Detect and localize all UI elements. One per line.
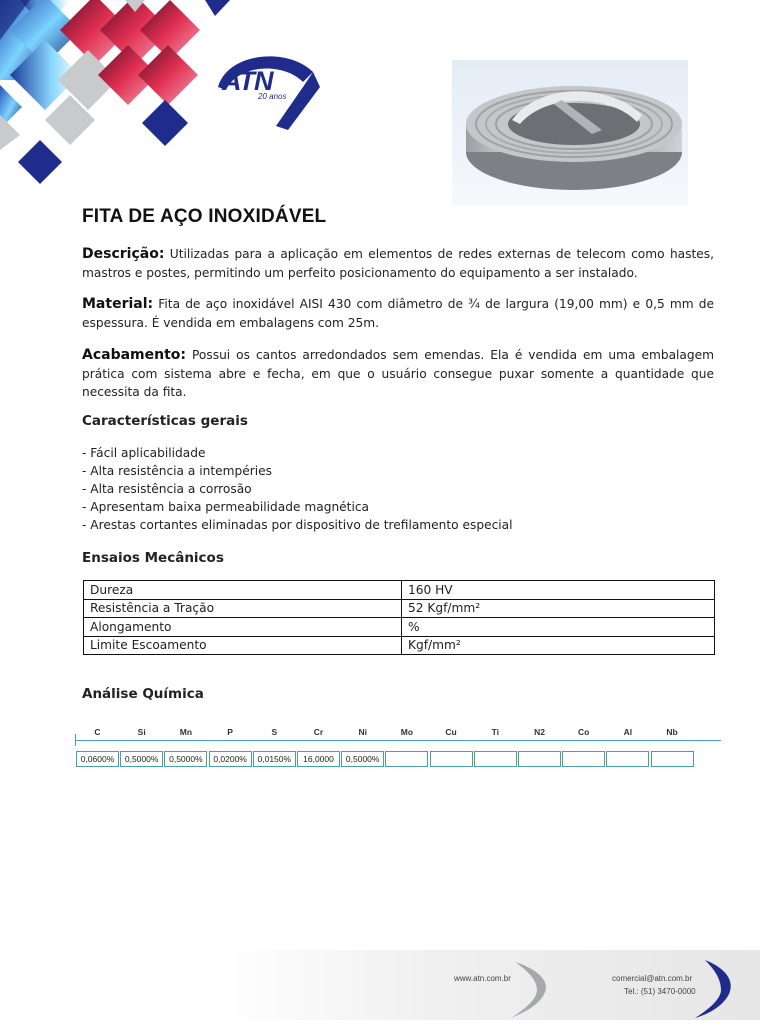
features-list: [82, 444, 714, 534]
chem-element-value: 0,0600%: [76, 751, 119, 767]
chem-divider-line: [75, 740, 721, 741]
property-cell: Alongamento: [84, 618, 402, 637]
chem-element-value: 16,0000: [297, 751, 340, 767]
chem-element-symbol: Cu: [445, 727, 457, 737]
chem-element-symbol: Mo: [400, 727, 414, 737]
chem-element-symbol: C: [94, 727, 101, 737]
footer-graphic: [215, 950, 760, 1020]
chem-element-value: 0,5000%: [120, 751, 163, 767]
footer-website: www.atn.com.br: [454, 974, 511, 983]
chem-element-symbol: S: [271, 727, 278, 737]
chem-element-symbol: Si: [137, 727, 146, 737]
value-cell: Kgf/mm²: [402, 636, 715, 655]
chem-element-symbol: Al: [623, 727, 633, 737]
chem-element-symbol: N2: [534, 727, 545, 737]
chem-element-value: [430, 751, 473, 767]
chem-element-symbol: Cr: [313, 727, 324, 737]
list-item: - Fácil aplicabilidade: [82, 446, 206, 460]
material-label: Material:: [82, 296, 154, 312]
value-cell: %: [402, 618, 715, 637]
description-text: Utilizadas para a aplicação em elementos de redes externas de telecom como hastes, mastros e postes, permitindo um perfeito posicionamento do equipamento a ser instalado.: [82, 247, 714, 280]
footer-email: comercial@atn.com.br: [612, 974, 693, 983]
chem-element-symbol: Nb: [666, 727, 678, 737]
chemical-analysis-heading: Análise Química: [82, 686, 204, 702]
chem-element-value: 0,0200%: [209, 751, 252, 767]
chem-element-symbol: Co: [578, 727, 590, 737]
material-paragraph: [82, 295, 714, 332]
property-cell: Resistência a Tração: [84, 599, 402, 618]
list-item: - Arestas cortantes eliminadas por dispositivo de trefilamento especial: [82, 518, 513, 532]
list-item: - Alta resistência a intempéries: [82, 464, 272, 478]
chem-element-symbol: Mn: [179, 727, 193, 737]
list-item: - Apresentam baixa permeabilidade magnética: [82, 500, 370, 514]
chem-element-symbol: Ti: [491, 727, 499, 737]
table-row: [84, 581, 715, 600]
header-mosaic-graphic: [0, 0, 235, 190]
mechanical-tests-heading: Ensaios Mecânicos: [82, 550, 224, 566]
features-heading: Características gerais: [82, 413, 248, 429]
description-label: Descrição:: [82, 246, 165, 262]
property-cell: Limite Escoamento: [84, 636, 402, 655]
chem-element-value: 0,5000%: [164, 751, 207, 767]
table-row: [84, 599, 715, 618]
chem-element-value: [474, 751, 517, 767]
finish-text: Possui os cantos arredondados sem emendas. Ela é vendida em uma embalagem prática com sistema abre e fecha, em que o usuário consegue puxar somente a quantidade que necessita da fita.: [82, 348, 714, 399]
value-cell: 160 HV: [402, 581, 715, 600]
chem-element-value: 0,0150%: [253, 751, 296, 767]
value-cell: 52 Kgf/mm²: [402, 599, 715, 618]
table-row: [84, 618, 715, 637]
chem-element-value: [518, 751, 561, 767]
mechanical-tests-table: [83, 580, 715, 655]
steel-strap-coil-photo: [452, 60, 688, 206]
chem-element-symbol: P: [227, 727, 233, 737]
material-text: Fita de aço inoxidável AISI 430 com diâmetro de ¾ de largura (19,00 mm) e 0,5 mm de espessura. É vendida em embalagens com 25m.: [82, 297, 714, 330]
chem-element-value: [385, 751, 428, 767]
chem-element-value: [606, 751, 649, 767]
chem-element-value: [651, 751, 694, 767]
chem-element-symbol: Ni: [358, 727, 367, 737]
property-cell: Dureza: [84, 581, 402, 600]
page-title: FITA DE AÇO INOXIDÁVEL: [82, 206, 327, 227]
list-item: - Alta resistência a corrosão: [82, 482, 252, 496]
description-paragraph: [82, 245, 714, 282]
table-row: [84, 636, 715, 655]
footer-phone: Tel.: (51) 3470-0000: [624, 987, 696, 996]
finish-paragraph: [82, 346, 714, 402]
logo-anniversary-text: 20 anos: [258, 92, 287, 101]
chemical-analysis-table: [75, 722, 721, 770]
chem-element-value: [562, 751, 605, 767]
logo-wordmark: ATN: [222, 66, 273, 96]
chem-element-value: 0,5000%: [341, 751, 384, 767]
finish-label: Acabamento:: [82, 347, 187, 363]
